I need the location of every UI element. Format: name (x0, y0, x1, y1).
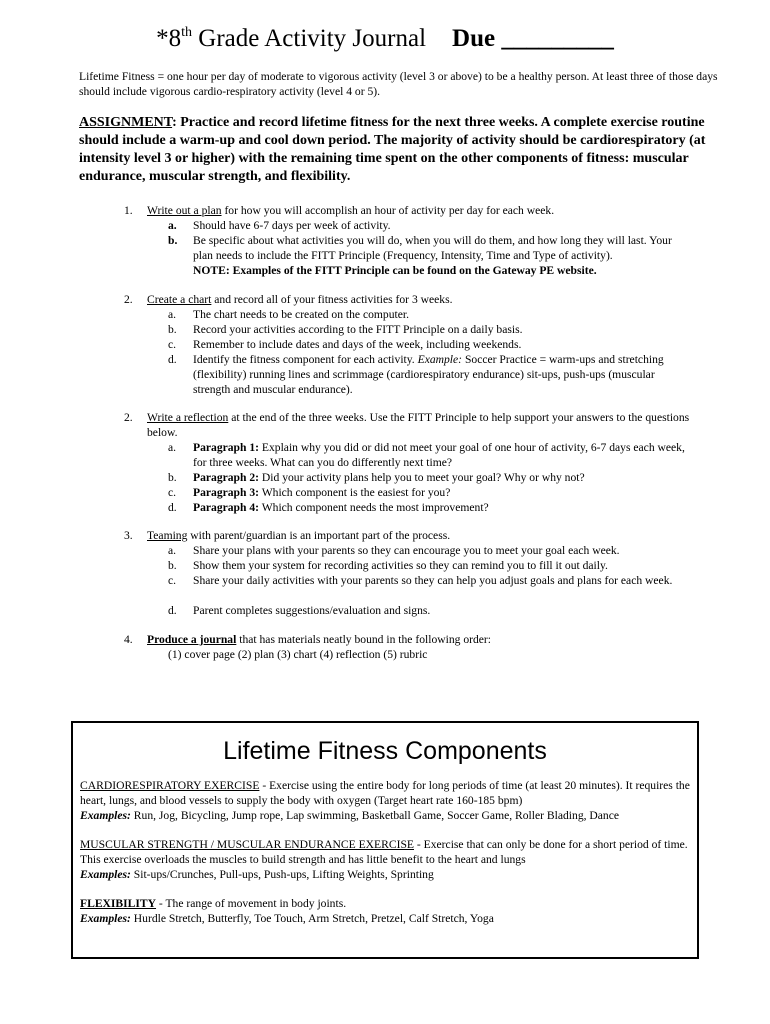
sub-letter: c. (168, 486, 177, 499)
component-cardio (80, 778, 692, 823)
sub-text-body: Did your activity plans help you to meet your goal? Why or why not? (259, 471, 585, 484)
component-label: FLEXIBILITY (80, 897, 157, 910)
sub-text: Show them your system for recording activities so they can remind you to fill it out daily. (193, 559, 608, 572)
sub-text: Share your daily activities with your parents so they can help you adjust goals and plans for each week. (193, 574, 673, 587)
sub-text-body: Soccer Practice = warm-ups and stretching (flexibility) running lines and scrimmage (cardiorespiratory endurance) sit-ups, push-ups (muscular strength and muscular endurance). (193, 353, 664, 396)
sub-text (193, 233, 693, 278)
sub-text: Share your plans with your parents so they can encourage you to meet your goal each week. (193, 544, 620, 557)
sub-letter: d. (168, 604, 177, 617)
component-examples: Sit-ups/Crunches, Pull-ups, Push-ups, Lifting Weights, Sprinting (130, 868, 434, 881)
sub-letter: a. (168, 219, 177, 232)
item-text: that has materials neatly bound in the following order: (236, 633, 492, 646)
sub-text-body: Explain why you did or did not meet your goal of one hour of activity, 6-7 days each week, for three weeks. What can you do differently next time? (193, 441, 685, 469)
component-examples: Hurdle Stretch, Butterfly, Toe Touch, Arm Stretch, Pretzel, Calf Stretch, Yoga (130, 912, 494, 925)
component-text: - The range of movement in body joints. (156, 897, 347, 910)
sub-letter: d. (168, 501, 177, 514)
examples-label: Examples: (80, 809, 131, 822)
item-number: 3. (124, 529, 133, 542)
paragraph-label: Paragraph 1: (193, 441, 260, 454)
example-label: Example: (417, 353, 463, 366)
sub-text (193, 500, 693, 515)
item-text: for how you will accomplish an hour of activity per day for each week. (221, 204, 555, 217)
item-number: 4. (124, 633, 133, 646)
sub-text (193, 485, 693, 500)
component-flexibility (80, 896, 692, 926)
item-number: 2. (124, 293, 133, 306)
sub-letter: b. (168, 234, 178, 247)
sub-letter: a. (168, 441, 177, 454)
item-title: Write out a plan (147, 204, 222, 217)
sub-text: Remember to include dates and days of the week, including weekends. (193, 338, 522, 351)
title-superscript: th (181, 25, 193, 40)
sub-text: Parent completes suggestions/evaluation and signs. (193, 604, 431, 617)
paragraph-label: Paragraph 3: (193, 486, 260, 499)
components-title: Lifetime Fitness Components (223, 737, 547, 765)
sub-text-body: Identify the fitness component for each activity. (193, 353, 418, 366)
sub-letter: b. (168, 323, 177, 336)
examples-label: Examples: (80, 912, 131, 925)
paragraph-label: Paragraph 2: (193, 471, 260, 484)
component-examples: Run, Jog, Bicycling, Jump rope, Lap swimming, Basketball Game, Soccer Game, Roller Blading, Dance (130, 809, 620, 822)
component-text: - Exercise using the entire body for long periods of time (at least 20 minutes). It requires the heart, lungs, and blood vessels to supply the body with oxygen (Target heart rate 160-185 bpm) (80, 779, 690, 807)
component-text: - Exercise that can only be done for a short period of time. This exercise overloads the muscles to build strength and has little benefit to the heart and lungs (80, 838, 688, 866)
item-heading (147, 632, 692, 647)
examples-label: Examples: (80, 868, 131, 881)
item-title: Create a chart (147, 293, 212, 306)
item-text: at the end of the three weeks. Use the FITT Principle to help support your answers to the questions below. (147, 411, 690, 439)
item-title: Produce a journal (147, 633, 237, 646)
paragraph-label: Paragraph 4: (193, 501, 260, 514)
sub-letter: c. (168, 338, 177, 351)
item-title: Write a reflection (147, 411, 229, 424)
item-number: 2. (124, 411, 133, 424)
sub-letter: d. (168, 353, 177, 366)
assignment-text: : Practice and record lifetime fitness for the next three weeks. A complete exercise routine should include a warm-up and cool down period. The majority of activity should be cardiorespiratory (at intensity level 3 or higher) with the remaining time spent on the other components of fitness: muscular endurance, muscular strength, and flexibility. (79, 115, 706, 184)
sub-text (193, 352, 693, 397)
journal-order: (1) cover page (2) plan (3) chart (4) reflection (5) rubric (168, 648, 428, 661)
assignment-paragraph (79, 114, 719, 186)
sub-text-body: Be specific about what activities you will do, when you will do them, and how long they will last. Your plan needs to include the FITT Principle (Frequency, Intensity, Time and Type of activity). (193, 234, 672, 262)
title-prefix: *8 (156, 25, 182, 52)
fitt-note: NOTE: Examples of the FITT Principle can be found on the Gateway PE website. (193, 264, 597, 277)
item-text: and record all of your fitness activities for 3 weeks. (211, 293, 453, 306)
component-label: MUSCULAR STRENGTH / MUSCULAR ENDURANCE EXERCISE (80, 838, 414, 851)
sub-letter: a. (168, 308, 177, 321)
item-heading (147, 410, 692, 440)
title-text: Grade Activity Journal (192, 25, 427, 52)
sub-text-body: Which component needs the most improvement? (259, 501, 489, 514)
sub-text (193, 440, 693, 470)
due-date-blank: Due _________ (452, 25, 614, 52)
sub-letter: a. (168, 544, 177, 557)
sub-text (193, 470, 693, 485)
sub-text: Record your activities according to the FITT Principle on a daily basis. (193, 323, 523, 336)
sub-text-body: Which component is the easiest for you? (259, 486, 451, 499)
component-label: CARDIORESPIRATORY EXERCISE (80, 779, 260, 792)
item-heading (147, 203, 692, 218)
intro-paragraph: Lifetime Fitness = one hour per day of moderate to vigorous activity (level 3 or above) to be a healthy person. At least three of those days should include vigorous cardio-respiratory activity (level 4 or 5). (79, 70, 718, 98)
sub-letter: b. (168, 471, 177, 484)
item-number: 1. (124, 204, 133, 217)
component-muscular (80, 837, 692, 882)
fitness-components-box (71, 721, 699, 959)
item-text: with parent/guardian is an important part of the process. (187, 529, 451, 542)
item-title: Teaming (147, 529, 188, 542)
item-heading (147, 292, 692, 307)
sub-text: Should have 6-7 days per week of activity. (193, 219, 391, 232)
sub-text: The chart needs to be created on the computer. (193, 308, 410, 321)
sub-letter: b. (168, 559, 177, 572)
item-heading (147, 528, 692, 543)
sub-letter: c. (168, 574, 177, 587)
page-title (0, 22, 770, 56)
assignment-label: ASSIGNMENT (79, 115, 173, 130)
